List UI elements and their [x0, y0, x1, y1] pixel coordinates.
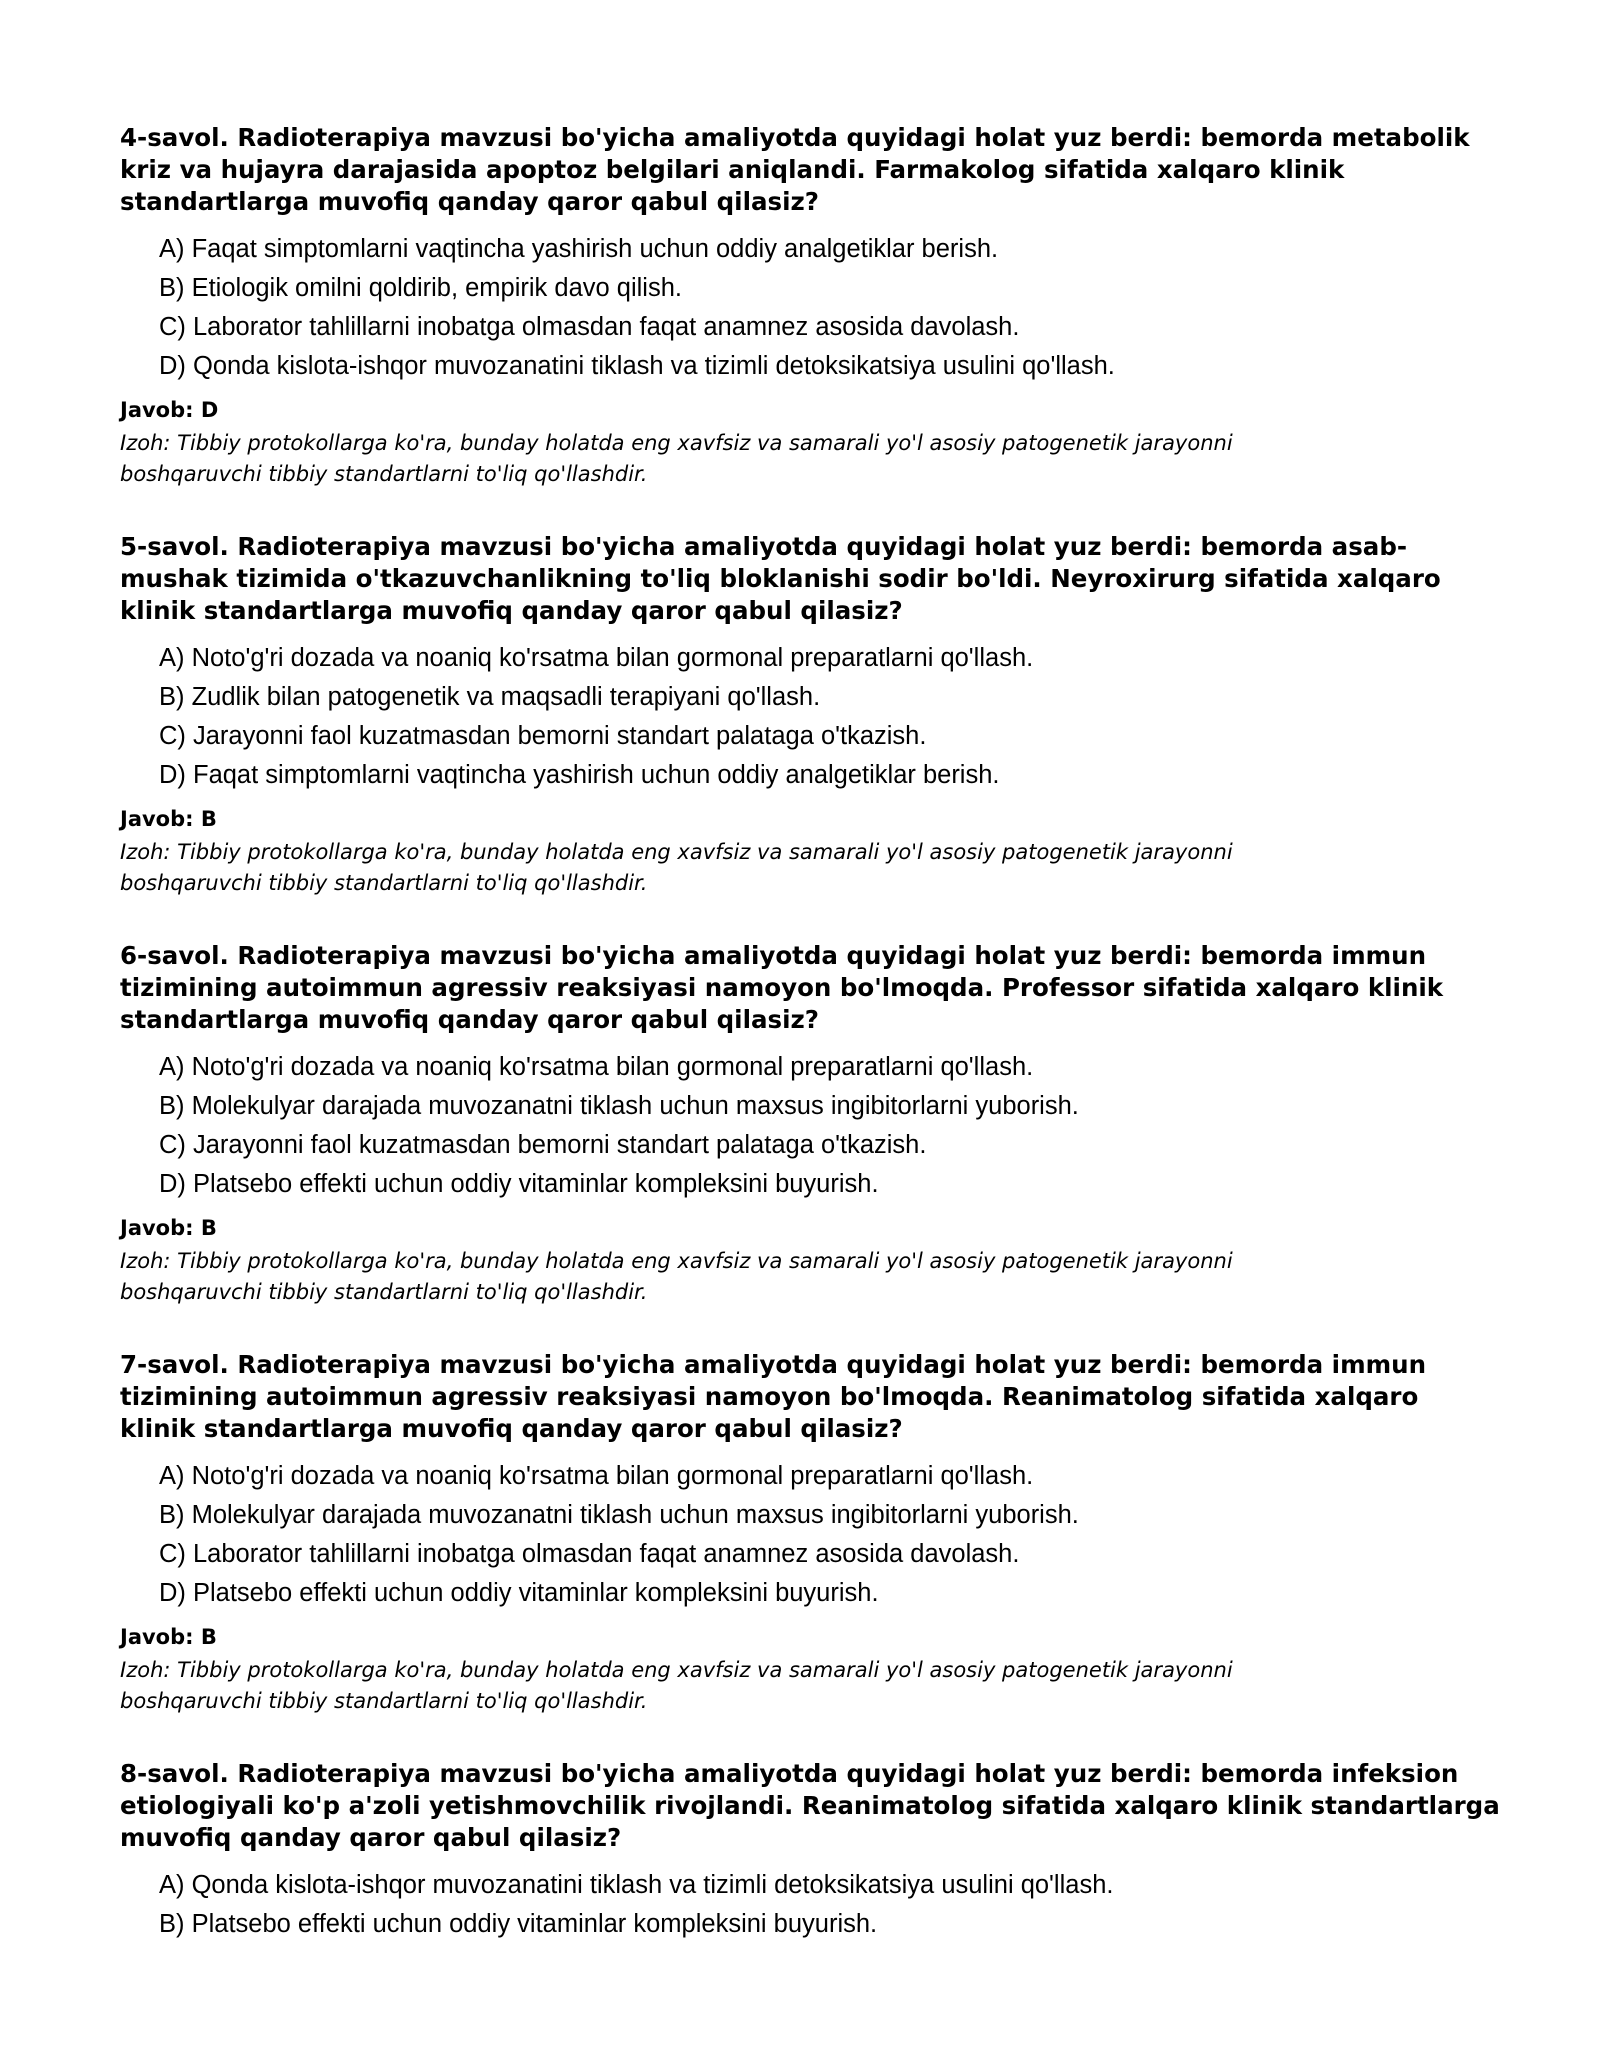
- question-text: 8-savol. Radioterapiya mavzusi bo'yicha amaliyotda quyidagi holat yuz berdi: bemorda infeksion etiologiyali ko'p a'zoli yetishmovchilik rivojlandi. Reanimatolog sifatida xalqaro klinik standartlarga muvofiq qanday qaror qabul qilasiz?: [120, 1759, 1500, 1852]
- question-block: [120, 1349, 1500, 1717]
- options-list: [120, 1457, 1500, 1613]
- option-c: C) Jarayonni faol kuzatmasdan bemorni standart palataga o'tkazish.: [159, 722, 927, 750]
- option-a: A) Noto'g'ri dozada va noaniq ko'rsatma bilan gormonal preparatlarni qo'llash.: [159, 1053, 1034, 1081]
- document-page: [120, 122, 1500, 1985]
- option-d: D) Faqat simptomlarni vaqtincha yashirish uchun oddiy analgetiklar berish.: [159, 761, 1000, 789]
- explanation: Izoh: Tibbiy protokollarga ko'ra, bunday holatda eng xavfsiz va samarali yo'l asosiy patogenetik jarayonni boshqaruvchi tibbiy standartlarni to'liq qo'llashdir.: [120, 1249, 1233, 1304]
- option-c: C) Jarayonni faol kuzatmasdan bemorni standart palataga o'tkazish.: [159, 1131, 927, 1159]
- option-c: C) Laborator tahlillarni inobatga olmasdan faqat anamnez asosida davolash.: [159, 313, 1020, 341]
- option-d: D) Platsebo effekti uchun oddiy vitaminlar kompleksini buyurish.: [159, 1170, 879, 1198]
- question-block: [120, 122, 1500, 490]
- question-text: 4-savol. Radioterapiya mavzusi bo'yicha amaliyotda quyidagi holat yuz berdi: bemorda metabolik kriz va hujayra darajasida apoptoz belgilari aniqlandi. Farmakolog sifatida xalqaro klinik standartlarga muvofiq qanday qaror qabul qilasiz?: [120, 123, 1470, 216]
- option-b: B) Platsebo effekti uchun oddiy vitaminlar kompleksini buyurish.: [159, 1910, 878, 1938]
- question-block: [120, 531, 1500, 899]
- option-b: B) Etiologik omilni qoldirib, empirik davo qilish.: [159, 274, 682, 302]
- explanation: Izoh: Tibbiy protokollarga ko'ra, bunday holatda eng xavfsiz va samarali yo'l asosiy patogenetik jarayonni boshqaruvchi tibbiy standartlarni to'liq qo'llashdir.: [120, 1658, 1233, 1713]
- option-a: A) Qonda kislota-ishqor muvozanatini tiklash va tizimli detoksikatsiya usulini qo'llash.: [159, 1871, 1114, 1899]
- option-c: C) Laborator tahlillarni inobatga olmasdan faqat anamnez asosida davolash.: [159, 1540, 1020, 1568]
- option-a: A) Faqat simptomlarni vaqtincha yashirish uchun oddiy analgetiklar berish.: [159, 235, 999, 263]
- question-block: [120, 1758, 1500, 1944]
- question-text: 6-savol. Radioterapiya mavzusi bo'yicha amaliyotda quyidagi holat yuz berdi: bemorda immun tizimining autoimmun agressiv reaksiyasi namoyon bo'lmoqda. Professor sifatida xalqaro klinik standartlarga muvofiq qanday qaror qabul qilasiz?: [120, 941, 1444, 1034]
- option-d: D) Platsebo effekti uchun oddiy vitaminlar kompleksini buyurish.: [159, 1579, 879, 1607]
- options-list: [120, 1866, 1500, 1944]
- option-a: A) Noto'g'ri dozada va noaniq ko'rsatma bilan gormonal preparatlarni qo'llash.: [159, 1462, 1034, 1490]
- options-list: [120, 1048, 1500, 1204]
- option-b: B) Molekulyar darajada muvozanatni tiklash uchun maxsus ingibitorlarni yuborish.: [159, 1092, 1079, 1120]
- question-text: 5-savol. Radioterapiya mavzusi bo'yicha amaliyotda quyidagi holat yuz berdi: bemorda asab-mushak tizimida o'tkazuvchanlikning to'liq bloklanishi sodir bo'ldi. Neyroxirurg sifatida xalqaro klinik standartlarga muvofiq qanday qaror qabul qilasiz?: [120, 532, 1441, 625]
- answer: Javob: B: [120, 1625, 217, 1649]
- option-b: B) Molekulyar darajada muvozanatni tiklash uchun maxsus ingibitorlarni yuborish.: [159, 1501, 1079, 1529]
- explanation: Izoh: Tibbiy protokollarga ko'ra, bunday holatda eng xavfsiz va samarali yo'l asosiy patogenetik jarayonni boshqaruvchi tibbiy standartlarni to'liq qo'llashdir.: [120, 431, 1233, 486]
- option-b: B) Zudlik bilan patogenetik va maqsadli terapiyani qo'llash.: [159, 683, 821, 711]
- question-block: [120, 940, 1500, 1308]
- question-text: 7-savol. Radioterapiya mavzusi bo'yicha amaliyotda quyidagi holat yuz berdi: bemorda immun tizimining autoimmun agressiv reaksiyasi namoyon bo'lmoqda. Reanimatolog sifatida xalqaro klinik standartlarga muvofiq qanday qaror qabul qilasiz?: [120, 1350, 1427, 1443]
- options-list: [120, 230, 1500, 386]
- option-d: D) Qonda kislota-ishqor muvozanatini tiklash va tizimli detoksikatsiya usulini qo'llash.: [159, 352, 1115, 380]
- options-list: [120, 639, 1500, 795]
- answer: Javob: B: [120, 807, 217, 831]
- option-a: A) Noto'g'ri dozada va noaniq ko'rsatma bilan gormonal preparatlarni qo'llash.: [159, 644, 1034, 672]
- answer: Javob: D: [120, 398, 219, 422]
- answer: Javob: B: [120, 1216, 217, 1240]
- explanation: Izoh: Tibbiy protokollarga ko'ra, bunday holatda eng xavfsiz va samarali yo'l asosiy patogenetik jarayonni boshqaruvchi tibbiy standartlarni to'liq qo'llashdir.: [120, 840, 1233, 895]
